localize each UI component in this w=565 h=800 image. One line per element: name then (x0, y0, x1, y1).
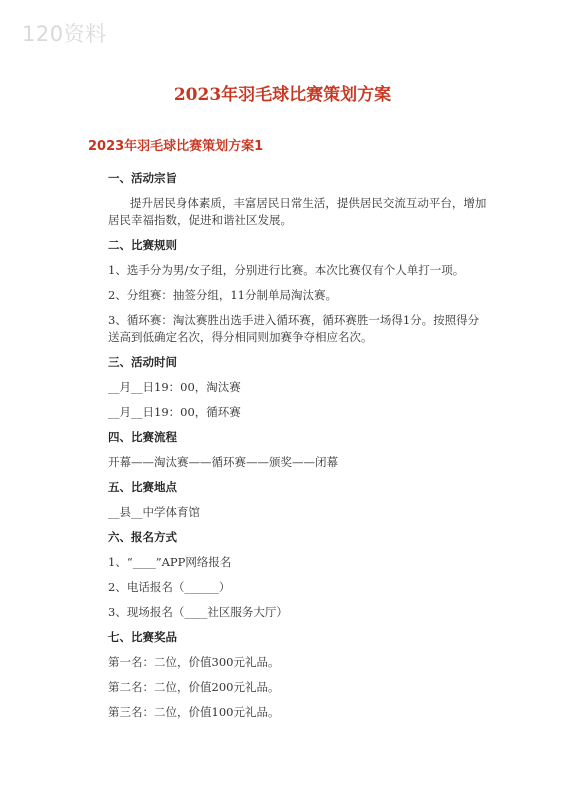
paragraph: 第一名：二位，价值300元礼品。 (108, 655, 280, 669)
paragraph: 2、分组赛：抽签分组，11分制单局淘汰赛。 (108, 288, 337, 302)
paragraph: 1、“____”APP网络报名 (108, 555, 232, 569)
section-subtitle: 2023年羽毛球比赛策划方案1 (88, 139, 264, 154)
document-title: 2023年羽毛球比赛策划方案 (173, 85, 392, 105)
paragraph: 第三名：二位，价值100元礼品。 (108, 705, 280, 719)
paragraph: 3、现场报名（____社区服务大厅） (108, 605, 288, 619)
paragraph: __县__中学体育馆 (108, 505, 200, 519)
heading-process: 四、比赛流程 (108, 430, 177, 444)
paragraph: __月__日19：00，循环赛 (108, 405, 241, 419)
heading-time: 三、活动时间 (108, 355, 177, 369)
heading-rules: 二、比赛规则 (108, 238, 177, 252)
document-body (108, 170, 488, 729)
heading-prizes: 七、比赛奖品 (108, 630, 177, 644)
paragraph: 1、选手分为男/女子组，分别进行比赛。本次比赛仅有个人单打一项。 (108, 263, 465, 277)
watermark: 120资料 (22, 22, 107, 46)
heading-registration: 六、报名方式 (108, 530, 177, 544)
heading-location: 五、比赛地点 (108, 480, 177, 494)
heading-purpose: 一、活动宗旨 (108, 171, 177, 185)
paragraph: 开幕——淘汰赛——循环赛——颁奖——闭幕 (108, 455, 338, 469)
paragraph: __月__日19：00，淘汰赛 (108, 380, 241, 394)
paragraph: 提升居民身体素质，丰富居民日常生活，提供居民交流互动平台，增加居民幸福指数，促进和谐社区发展。 (108, 196, 487, 227)
paragraph: 第二名：二位，价值200元礼品。 (108, 680, 280, 694)
paragraph: 3、循环赛：淘汰赛胜出选手进入循环赛，循环赛胜一场得1分。按照得分送高到低确定名次，得分相同则加赛争夺相应名次。 (108, 313, 480, 344)
paragraph: 2、电话报名（______） (108, 580, 231, 594)
